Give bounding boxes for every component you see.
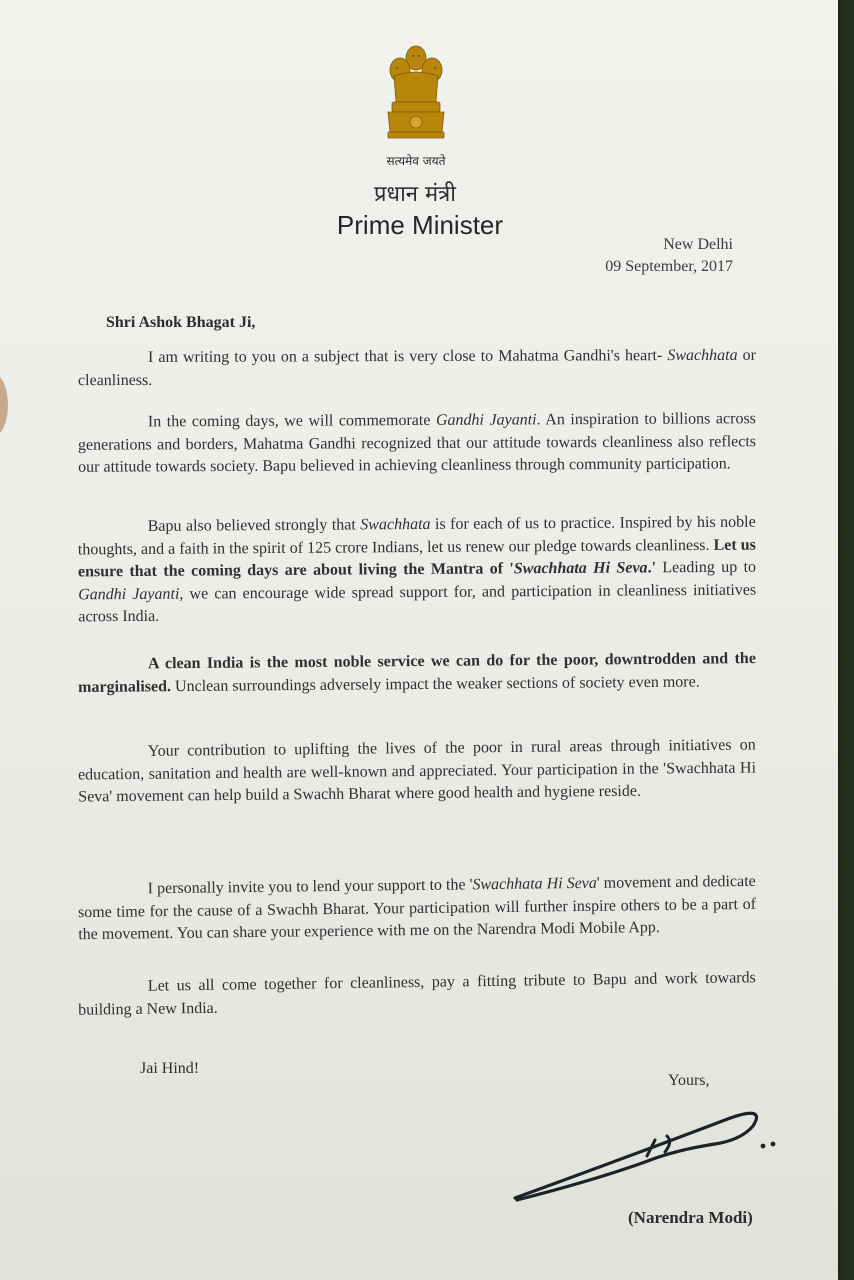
paragraph-4: A clean India is the most noble service we can do for the poor, downtrodden and the marginalised. Unclean surroundings adversely impact the weaker sections of society even more. [78,650,756,696]
closing-jai-hind: Jai Hind! [140,1060,200,1077]
closing-yours: Yours, [668,1072,710,1089]
letter-place: New Delhi [663,236,733,253]
finger-edge [0,375,8,435]
letterhead-title: Prime Minister [336,210,504,240]
letterhead-hindi-title: प्रधान मंत्री [374,182,456,207]
salutation: Shri Ashok Bhagat Ji, [106,314,256,331]
paragraph-5: Your contribution to uplifting the lives of the poor in rural areas through initiatives on education, sanitation and health are well-known and appreciated. Your participation in the 'Swachhata Hi Seva' movement can help build a Swachh Bharat where good health and hygiene reside. [77,736,757,806]
paragraph-1: I am writing to you on a subject that is very close to Mahatma Gandhi's heart- Swachhata or cleanliness. [78,346,757,389]
emblem-motto: सत्यमेव जयते [386,154,446,168]
paragraph-2: In the coming days, we will commemorate Gandhi Jayanti. An inspiration to billions across generations and borders, Mahatma Gandhi recognized that our attitude towards cleanliness also reflects our attitude towards society. Bapu believed in achieving cleanliness through community participation. [77,410,757,476]
national-emblem-icon [378,40,454,150]
paragraph-6: I personally invite you to lend your support to the 'Swachhata Hi Seva' movement and dedicate some time for the cause of a Swachh Bharat. Your participation will further inspire others to be a part of the movement. You can share your experience with me on the Narendra Modi Mobile App. [77,872,757,944]
paragraph-7: Let us all come together for cleanliness, pay a fitting tribute to Bapu and work towards building a New India. [78,969,756,1019]
signer-name: (Narendra Modi) [628,1208,753,1227]
letter-date: 09 September, 2017 [605,258,733,275]
paragraph-3: Bapu also believed strongly that Swachhata is for each of us to practice. Inspired by his noble thoughts, and a faith in the spirit of 125 crore Indians, let us renew our pledge towards cleanliness. Let us ensure that the coming days are about living the Mantra of 'Swachhata Hi Seva.' Leading up to Gandhi Jayanti, we can encourage wide spread support for, and participation in cleanliness initiatives across India. [77,513,757,626]
signature-icon [505,1100,795,1210]
